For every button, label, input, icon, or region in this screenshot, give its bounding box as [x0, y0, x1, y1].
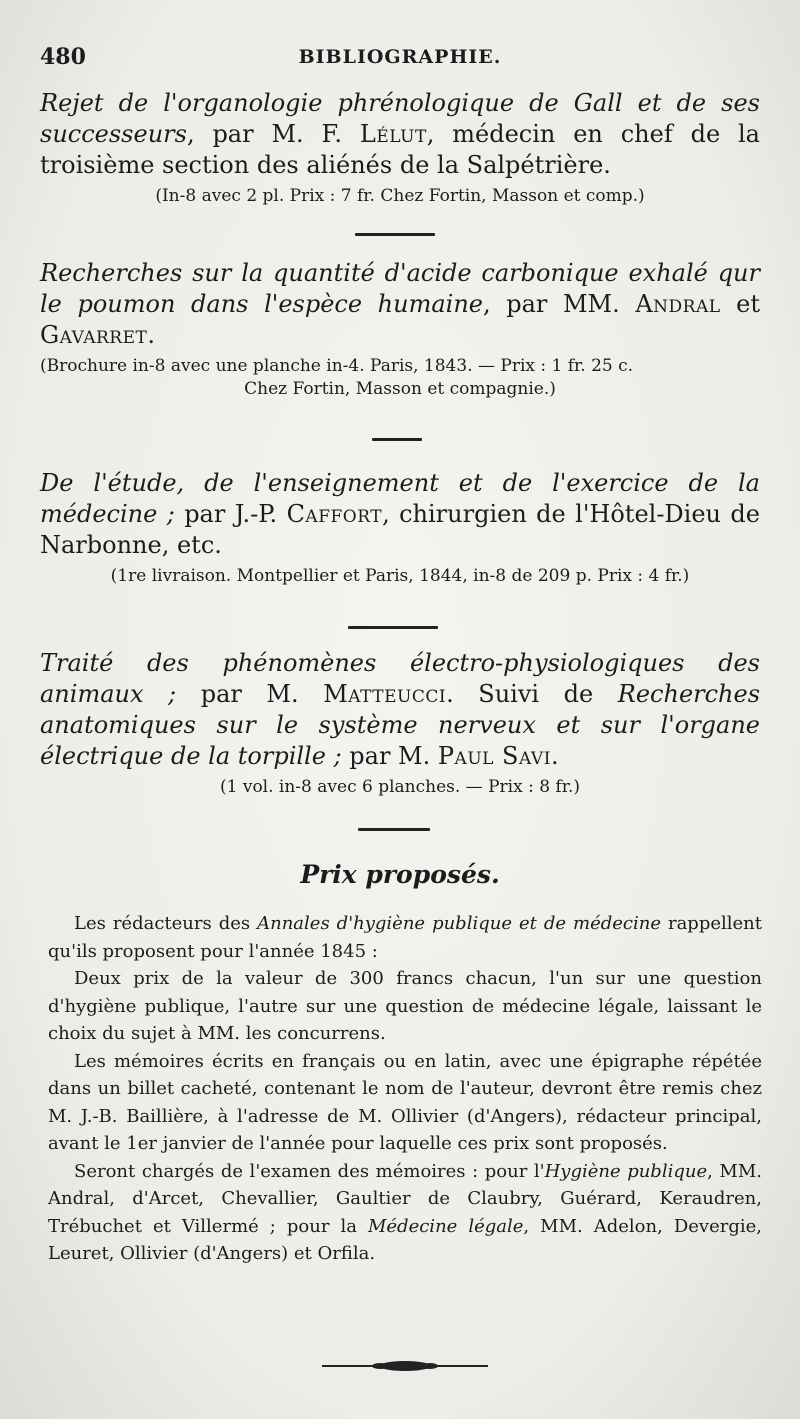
- entry-title2-italic: Recherches anatomiques sur le système nerveux et sur l'organe électrique de la torpille ;: [40, 680, 761, 770]
- entry-author: Andral: [635, 290, 721, 318]
- entry-publication: (Brochure in-8 avec une planche in-4. Paris, 1843. — Prix : 1 fr. 25 c.: [40, 356, 634, 376]
- paragraph-text: Les rédacteurs des: [74, 913, 258, 934]
- entry-author: Matteucci: [323, 680, 447, 708]
- entry-title: [40, 258, 760, 351]
- entry-author2-rest: .: [550, 742, 559, 770]
- entry-title: [40, 468, 760, 561]
- paragraph: [48, 1158, 762, 1268]
- entry-title: [40, 88, 760, 181]
- italic-term: Hygiène publique: [544, 1160, 708, 1182]
- separator-rule: [355, 233, 435, 236]
- entry-author-2: Gavarret: [40, 321, 148, 349]
- entry-title-italic: Rejet de l'organologie phrénologique de Gall et de ses successeurs: [40, 89, 760, 148]
- paragraph: Deux prix de la valeur de 300 francs chacun, l'un sur une question d'hygiène publique, l'autre sur une question de médecine légale, laissant le choix du sujet à MM. les concurrens.: [48, 968, 762, 1044]
- entry-title-text: par J.-P.: [174, 500, 287, 528]
- entry-title-text: , par M. F.: [186, 120, 360, 148]
- paragraph: [48, 910, 762, 965]
- paragraph-text: , MM. Andral, d'Arcet, Chevallier, Gaultier de Claubry, Guérard, Keraudren, Trébuchet et Villermé ; pour la: [48, 1160, 762, 1237]
- entry-title-italic: Traité des phénomènes électro-physiologiques des animaux ;: [40, 649, 760, 708]
- prix-body: [48, 910, 762, 1268]
- entry-author-rest: .: [147, 321, 155, 349]
- bibliography-entry: [40, 648, 760, 799]
- entry-title-italic: De l'étude, de l'enseignement et de l'exercice de la médecine ;: [40, 469, 760, 528]
- entry-publication-line2: Chez Fortin, Masson et compagnie.): [244, 379, 556, 399]
- separator-rule: [358, 828, 430, 831]
- entry-publication: (In-8 avec 2 pl. Prix : 7 fr. Chez Fortin, Masson et comp.): [155, 186, 645, 206]
- entry-author-mid: et: [720, 290, 760, 318]
- entry-title-italic: Recherches sur la quantité d'acide carbonique exhalé qur le poumon dans l'espèce humaine: [40, 259, 760, 318]
- page-number: 480: [40, 44, 86, 70]
- separator-rule: [348, 626, 438, 629]
- entry-author: Lélut: [359, 120, 427, 148]
- entry-publication: (1re livraison. Montpellier et Paris, 1844, in-8 de 209 p. Prix : 4 fr.): [110, 566, 690, 586]
- ornament-flourish: [320, 1358, 490, 1374]
- italic-term: Médecine légale: [367, 1215, 524, 1237]
- separator-rule: [372, 438, 422, 441]
- entry-author-rest: , médecin en chef de la troisième section des aliénés de la Salpétrière.: [40, 120, 760, 179]
- paragraph-text: Seront chargés de l'examen des mémoires : pour l': [74, 1160, 545, 1182]
- entry-author-rest: , chirurgien de l'Hôtel-Dieu de Narbonne, etc.: [40, 500, 760, 559]
- entry-title-text: , par MM.: [482, 290, 636, 318]
- paragraph: Les mémoires écrits en français ou en latin, avec une épigraphe répétée dans un billet cacheté, contenant le nom de l'auteur, devront être remis chez M. J.-B. Baillière, à l'adresse de M. Ollivier (d'Angers), rédacteur principal, avant le 1er janvier de l'année pour laquelle ces prix sont proposés.: [48, 1050, 762, 1154]
- entry-author-2: Paul Savi: [437, 742, 551, 770]
- entry-title: [40, 648, 760, 772]
- bibliography-entry: [40, 258, 760, 401]
- journal-title-italic: Annales d'hygiène publique et de médecine: [257, 913, 661, 934]
- entry-author: Caffort: [286, 500, 383, 528]
- running-head: BIBLIOGRAPHIE.: [298, 46, 502, 68]
- bibliography-entry: [40, 88, 760, 208]
- entry-title-text: par M.: [176, 680, 324, 708]
- page-header: [40, 44, 760, 74]
- paragraph-text: rappellent qu'ils proposent pour l'année 1845 :: [48, 913, 762, 962]
- section-heading: Prix proposés.: [300, 860, 500, 889]
- entry-mid-text: . Suivi de: [446, 680, 618, 708]
- bibliography-entry: [40, 468, 760, 588]
- entry-title2-text: par M.: [341, 742, 438, 770]
- paragraph-text: , MM. Adelon, Devergie, Leuret, Ollivier (d'Angers) et Orfila.: [48, 1215, 763, 1264]
- entry-publication: (1 vol. in-8 avec 6 planches. — Prix : 8 fr.): [219, 777, 581, 797]
